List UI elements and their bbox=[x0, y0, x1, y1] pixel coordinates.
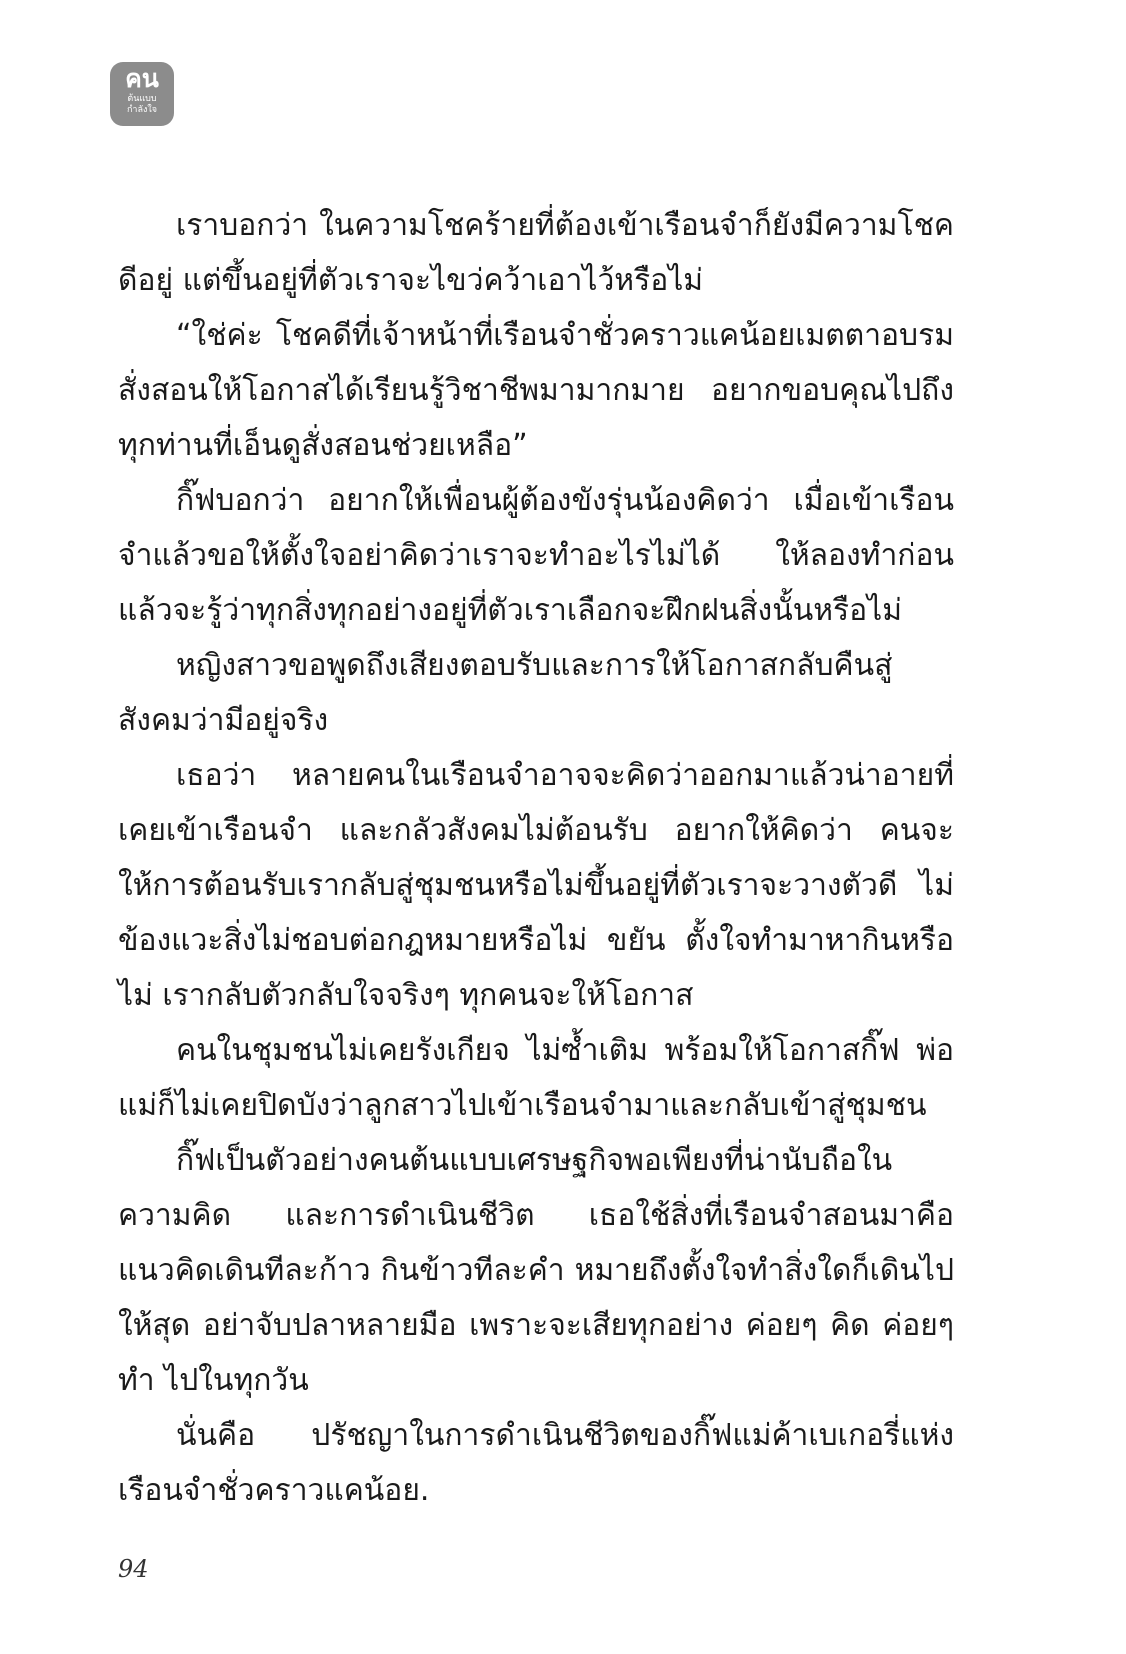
page-number: 94 bbox=[118, 1555, 149, 1583]
book-series-logo bbox=[110, 62, 174, 126]
paragraph: เราบอกว่า ในความโชคร้ายที่ต้องเข้าเรือนจำก็ยังมีความโชคดีอยู่ แต่ขึ้นอยู่ที่ตัวเราจะไขว่คว้าเอาไว้หรือไม่ bbox=[118, 208, 954, 298]
quote-paragraph: “ใช่ค่ะ โชคดีที่เจ้าหน้าที่เรือนจำชั่วคราวแคน้อยเมตตาอบรมสั่งสอนให้โอกาสได้เรียนรู้วิชาชีพมามากมาย อยากขอบคุณไปถึงทุกท่านที่เอ็นดูสั่งสอนช่วยเหลือ” bbox=[118, 318, 954, 463]
paragraph: เธอว่า หลายคนในเรือนจำอาจจะคิดว่าออกมาแล้วน่าอายที่เคยเข้าเรือนจำ และกลัวสังคมไม่ต้อนรับ อยากให้คิดว่า คนจะให้การต้อนรับเรากลับสู่ชุมชนหรือไม่ขึ้นอยู่ที่ตัวเราจะวางตัวดี ไม่ข้องแวะสิ่งไม่ชอบต่อกฎหมายหรือไม่ ขยัน ตั้งใจทำมาหากินหรือไม่ เรากลับตัวกลับใจจริงๆ ทุกคนจะให้โอกาส bbox=[118, 758, 954, 1013]
paragraph: กิ๊ฟบอกว่า อยากให้เพื่อนผู้ต้องขังรุ่นน้องคิดว่า เมื่อเข้าเรือนจำแล้วขอให้ตั้งใจอย่าคิดว่าเราจะทำอะไรไม่ได้ ให้ลองทำก่อนแล้วจะรู้ว่าทุกสิ่งทุกอย่างอยู่ที่ตัวเราเลือกจะฝึกฝนสิ่งนั้นหรือไม่ bbox=[118, 483, 954, 628]
paragraph: หญิงสาวขอพูดถึงเสียงตอบรับและการให้โอกาสกลับคืนสู่สังคมว่ามีอยู่จริง bbox=[118, 648, 893, 738]
article-body bbox=[118, 198, 954, 1518]
paragraph: กิ๊ฟเป็นตัวอย่างคนต้นแบบเศรษฐกิจพอเพียงที่น่านับถือในความคิด และการดำเนินชีวิต เธอใช้สิ่งที่เรือนจำสอนมาคือแนวคิดเดินทีละก้าว กินข้าวทีละคำ หมายถึงตั้งใจทำสิ่งใดก็เดินไปให้สุด อย่าจับปลาหลายมือ เพราะจะเสียทุกอย่าง ค่อยๆ คิด ค่อยๆ ทำ ไปในทุกวัน bbox=[118, 1143, 954, 1398]
logo-subtitle-line2: กำลังใจ bbox=[126, 105, 158, 115]
paragraph: นั่นคือ ปรัชญาในการดำเนินชีวิตของกิ๊ฟแม่ค้าเบเกอรี่แห่งเรือนจำชั่วคราวแคน้อย. bbox=[118, 1418, 954, 1508]
paragraph: คนในชุมชนไม่เคยรังเกียจ ไม่ซ้ำเติม พร้อมให้โอกาสกิ๊ฟ พ่อแม่ก็ไม่เคยปิดบังว่าลูกสาวไปเข้าเรือนจำมาและกลับเข้าสู่ชุมชน bbox=[118, 1033, 954, 1123]
logo-subtitle-line1: ต้นแบบ bbox=[127, 94, 157, 104]
logo-title: คน bbox=[125, 64, 159, 93]
